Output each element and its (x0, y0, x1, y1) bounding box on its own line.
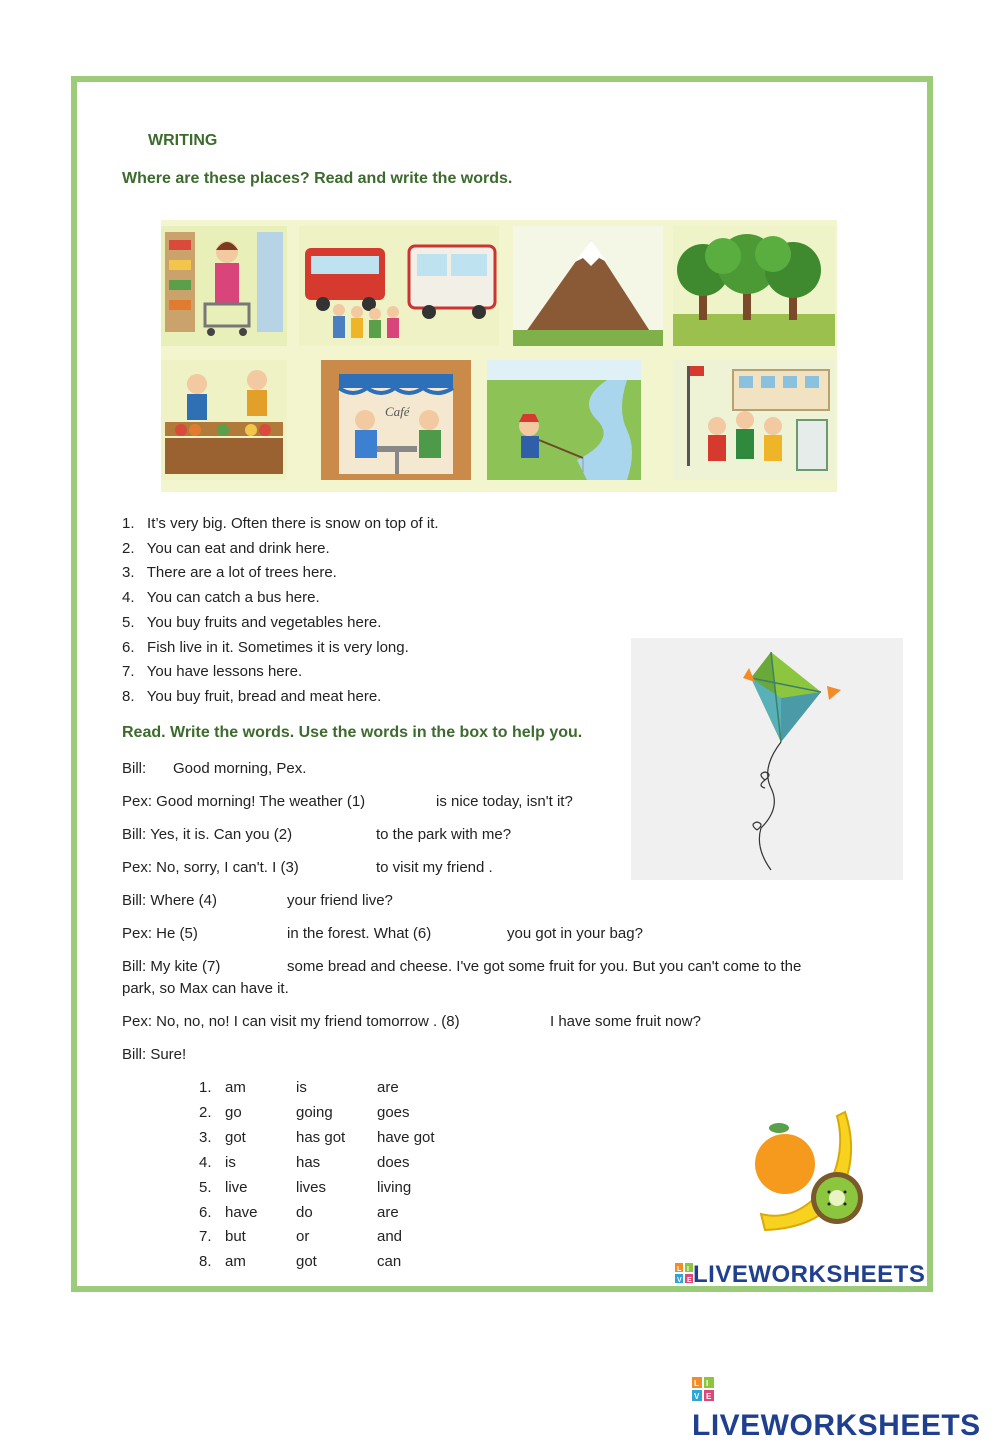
option-a: is (225, 1154, 236, 1171)
cafe-scene (321, 360, 471, 480)
svg-text:E: E (706, 1392, 712, 1402)
liveworksheets-mark-icon (675, 1262, 693, 1290)
fruit-icon (741, 1106, 881, 1236)
option-c: can (377, 1253, 402, 1270)
liveworksheets-mark-icon (692, 1375, 714, 1409)
section-title: WRITING (148, 132, 218, 149)
liveworksheets-text-inner: LIVEWORKSHEETS (693, 1261, 926, 1288)
dialogue-line-8-part-1: Pex: No, no, no! I can visit my friend tomorrow . (8) (122, 1013, 460, 1030)
dialogue-line-6-part-2: in the forest. What (6) (287, 925, 432, 942)
option-c: and (377, 1228, 403, 1245)
option-b: is (296, 1079, 307, 1096)
option-a: am (225, 1079, 246, 1096)
svg-text:L: L (694, 1379, 700, 1389)
option-number: 5. (199, 1179, 212, 1196)
river-scene (487, 360, 641, 480)
clue-1: 1. It’s very big. Often there is snow on top of it. (122, 515, 439, 532)
option-number: 2. (199, 1104, 212, 1121)
option-number: 4. (199, 1154, 212, 1171)
clue-2: 2. You can eat and drink here. (122, 540, 330, 557)
clue-8: 8. You buy fruit, bread and meat here. (122, 688, 382, 705)
dialogue-line-6-part-3: you got in your bag? (507, 925, 643, 942)
supermarket-scene (161, 226, 287, 346)
svg-text:V: V (694, 1392, 700, 1402)
option-b: do (296, 1204, 313, 1221)
liveworksheets-text-footer: LIVEWORKSHEETS (692, 1409, 981, 1443)
clue-7: 7. You have lessons here. (122, 663, 303, 680)
exercise2-instruction: Read. Write the words. Use the words in the box to help you. (122, 724, 583, 741)
dialogue-line-9: Bill: Sure! (122, 1046, 187, 1063)
liveworksheets-logo-footer (692, 1374, 1000, 1443)
worksheet-frame (71, 76, 933, 1292)
dialogue-line-7-part-1: Bill: My kite (7) (122, 958, 221, 975)
dialogue-line-4-part-2: to visit my friend . (376, 859, 493, 876)
option-number: 7. (199, 1228, 212, 1245)
forest-scene (673, 226, 835, 346)
dialogue-line-8-part-2: I have some fruit now? (550, 1013, 701, 1030)
option-c: goes (377, 1104, 410, 1121)
option-a: am (225, 1253, 246, 1270)
dialogue-line-4-part-1: Pex: No, sorry, I can't. I (3) (122, 859, 299, 876)
clue-6: 6. Fish live in it. Sometimes it is very long. (122, 639, 409, 656)
market-scene (161, 360, 287, 480)
dialogue-line-2-part-2: is nice today, isn't it? (436, 793, 573, 810)
kite-icon (631, 638, 903, 880)
kite-illustration (631, 638, 903, 880)
option-c: does (377, 1154, 410, 1171)
option-c: are (377, 1204, 399, 1221)
option-c: are (377, 1079, 399, 1096)
svg-text:V: V (677, 1276, 683, 1283)
svg-text:I: I (706, 1379, 709, 1389)
dialogue-line-2-part-1: Pex: Good morning! The weather (1) (122, 793, 366, 810)
dialogue-line-3-part-2: to the park with me? (376, 826, 512, 843)
option-a: go (225, 1104, 242, 1121)
option-b: going (296, 1104, 333, 1121)
dialogue-line-1-text: Good morning, Pex. (173, 760, 307, 777)
option-a: live (225, 1179, 248, 1196)
dialogue-line-7-part-3: park, so Max can have it. (122, 980, 289, 997)
dialogue-line-5-part-2: your friend live? (287, 892, 393, 909)
clue-5: 5. You buy fruits and vegetables here. (122, 614, 382, 631)
places-picture-panel (161, 220, 837, 492)
option-number: 6. (199, 1204, 212, 1221)
fruit-illustration (741, 1106, 881, 1236)
option-a: got (225, 1129, 246, 1146)
dialogue-line-3-part-1: Bill: Yes, it is. Can you (2) (122, 826, 293, 843)
school-scene (673, 360, 835, 480)
mountain-scene (513, 226, 663, 346)
option-number: 3. (199, 1129, 212, 1146)
bus-station-scene (299, 226, 499, 346)
option-a: but (225, 1228, 246, 1245)
option-c: have got (377, 1129, 435, 1146)
clue-3: 3. There are a lot of trees here. (122, 564, 337, 581)
cafe-sign: Café (385, 404, 410, 419)
option-b: lives (296, 1179, 327, 1196)
option-a: have (225, 1204, 258, 1221)
exercise1-instruction: Where are these places? Read and write the words. (122, 170, 513, 187)
option-b: or (296, 1228, 310, 1245)
dialogue-line-5-part-1: Bill: Where (4) (122, 892, 218, 909)
option-b: has got (296, 1129, 346, 1146)
dialogue-line-6-part-1: Pex: He (5) (122, 925, 198, 942)
option-b: has (296, 1154, 321, 1171)
liveworksheets-logo-inner (675, 1261, 925, 1290)
dialogue-line-7-part-2: some bread and cheese. I've got some fruit for you. But you can't come to the (287, 958, 802, 975)
option-number: 8. (199, 1253, 212, 1270)
option-c: living (377, 1179, 412, 1196)
clue-4: 4. You can catch a bus here. (122, 589, 320, 606)
svg-text:I: I (687, 1265, 690, 1273)
option-number: 1. (199, 1079, 212, 1096)
dialogue-line-1-speaker: Bill: (122, 760, 147, 777)
option-b: got (296, 1253, 317, 1270)
svg-text:E: E (687, 1276, 693, 1283)
svg-text:L: L (677, 1265, 682, 1273)
